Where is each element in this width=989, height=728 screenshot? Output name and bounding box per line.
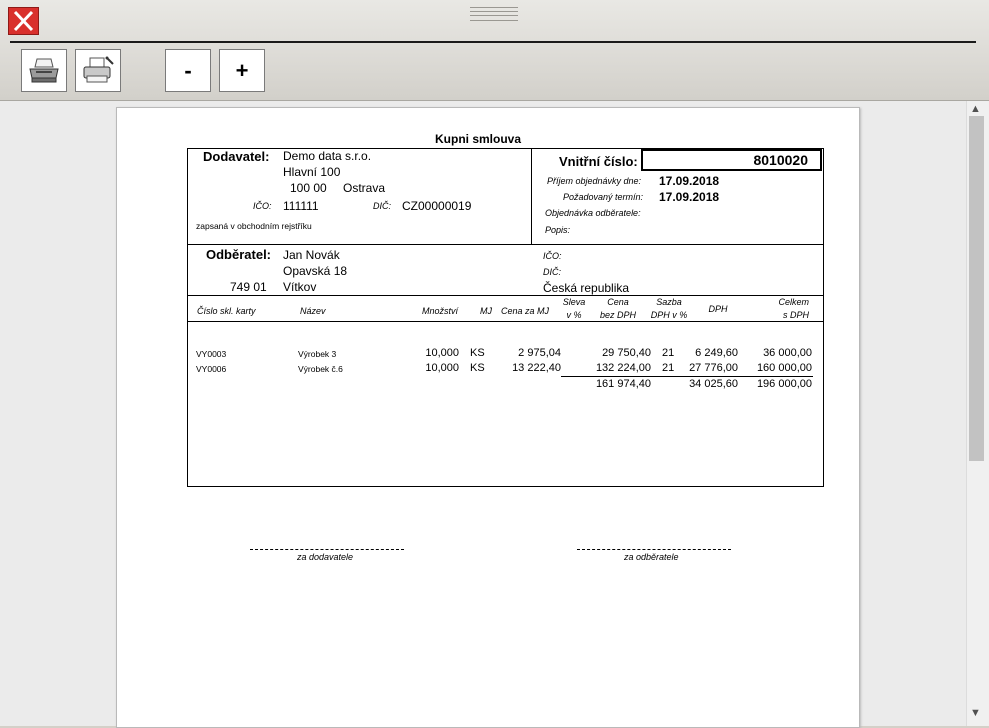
supplier-street: Hlavní 100 (283, 165, 341, 179)
internal-number-label: Vnitřní číslo: (559, 154, 638, 169)
customer-dic-label: DIČ: (543, 267, 561, 277)
supplier-ico-label: IČO: (253, 201, 272, 211)
table-row: VY0006 (196, 364, 227, 374)
requested-date: 17.09.2018 (659, 190, 720, 204)
header-qty: Množství (422, 306, 459, 316)
zoom-out-button[interactable]: - (165, 49, 211, 92)
section-divider (187, 244, 824, 245)
table-cell: 6 249,60 (695, 347, 738, 359)
header-rate-2: DPH v % (650, 310, 688, 320)
customer-zip: 749 01 (230, 280, 267, 294)
header-price: Cena za MJ (501, 306, 550, 316)
supplier-label: Dodavatel: (203, 149, 270, 164)
drag-handle[interactable] (470, 7, 518, 21)
table-cell: Výrobek č.6 (298, 364, 343, 374)
header-vat: DPH (708, 304, 728, 314)
header-net-2: bez DPH (599, 310, 636, 320)
header-total-1: Celkem (778, 297, 809, 307)
header-card: Číslo skl. karty (197, 306, 256, 316)
table-cell: 2 975,04 (518, 347, 561, 359)
table-cell: 13 222,40 (512, 362, 561, 374)
supplier-dic: CZ00000019 (402, 199, 472, 213)
table-cell: 27 776,00 (689, 362, 738, 374)
supplier-city: Ostrava (343, 181, 386, 195)
customer-name: Jan Novák (283, 248, 340, 262)
table-cell: 10,000 (425, 347, 459, 359)
table-cell: KS (470, 362, 485, 374)
supplier-ico: 111111 (283, 199, 319, 213)
table-cell: 21 (662, 347, 675, 359)
table-cell: 160 000,00 (756, 362, 812, 374)
scrollbar-thumb[interactable] (969, 116, 984, 461)
supplier-signature-label: za dodavatele (297, 552, 354, 562)
printer-setup-icon (81, 56, 115, 86)
received-label: Příjem objednávky dne: (547, 176, 642, 186)
toolbar (0, 0, 989, 101)
scroll-up-icon[interactable]: ▲ (970, 103, 981, 115)
received-date: 17.09.2018 (659, 174, 720, 188)
customer-ico-label: IČO: (543, 251, 562, 261)
table-cell: 29 750,40 (602, 347, 651, 359)
header-rate-1: Sazba (656, 297, 682, 307)
table-cell: 132 224,00 (595, 362, 651, 374)
table-cell: 21 (662, 362, 675, 374)
printer-icon (27, 56, 61, 86)
table-row: VY0003 (196, 349, 227, 359)
customer-street: Opavská 18 (283, 264, 348, 278)
description-label: Popis: (545, 225, 571, 235)
document-title: Kupni smlouva (435, 132, 522, 146)
customer-country: Česká republika (543, 281, 630, 295)
total-net: 161 974,40 (595, 378, 651, 390)
requested-label: Požadovaný termín: (563, 192, 644, 202)
header-unit: MJ (480, 306, 492, 316)
internal-number-box (641, 149, 822, 171)
table-cell: 10,000 (425, 362, 459, 374)
total-gross: 196 000,00 (756, 378, 812, 390)
header-discount-1: Sleva (562, 297, 586, 307)
zoom-in-button[interactable]: + (219, 49, 265, 92)
supplier-dic-label: DIČ: (373, 201, 391, 211)
vertical-scrollbar[interactable] (966, 101, 989, 726)
internal-number: 8010020 (753, 152, 808, 168)
close-button[interactable] (8, 7, 39, 35)
customer-signature-line (577, 549, 731, 550)
customer-order-label: Objednávka odběratele: (545, 208, 641, 218)
frame-bottom (187, 486, 824, 487)
supplier-name: Demo data s.r.o. (283, 149, 372, 163)
print-setup-button[interactable] (75, 49, 121, 92)
frame-left (187, 148, 188, 486)
header-name: Název (300, 306, 326, 316)
totals-line (561, 376, 813, 377)
header-discount-2: v % (566, 310, 582, 320)
supplier-zip: 100 00 (290, 181, 327, 195)
frame-right (823, 148, 824, 486)
header-divider (531, 148, 532, 244)
table-cell: Výrobek 3 (298, 349, 337, 359)
print-button[interactable] (21, 49, 67, 92)
total-vat: 34 025,60 (689, 378, 738, 390)
table-header-line (187, 321, 824, 322)
scroll-down-icon[interactable]: ▼ (970, 707, 981, 719)
supplier-register: zapsaná v obchodním rejstříku (196, 221, 312, 231)
customer-label: Odběratel: (206, 247, 272, 262)
supplier-signature-line (250, 549, 404, 550)
close-icon (9, 8, 38, 34)
header-net-1: Cena (607, 297, 629, 307)
toolbar-divider (10, 41, 976, 43)
customer-signature-label: za odběratele (624, 552, 679, 562)
table-cell: KS (470, 347, 485, 359)
document-page (116, 107, 860, 728)
customer-city: Vítkov (283, 280, 317, 294)
header-total-2: s DPH (782, 310, 809, 320)
table-cell: 36 000,00 (763, 347, 812, 359)
table-top-line (187, 295, 824, 296)
